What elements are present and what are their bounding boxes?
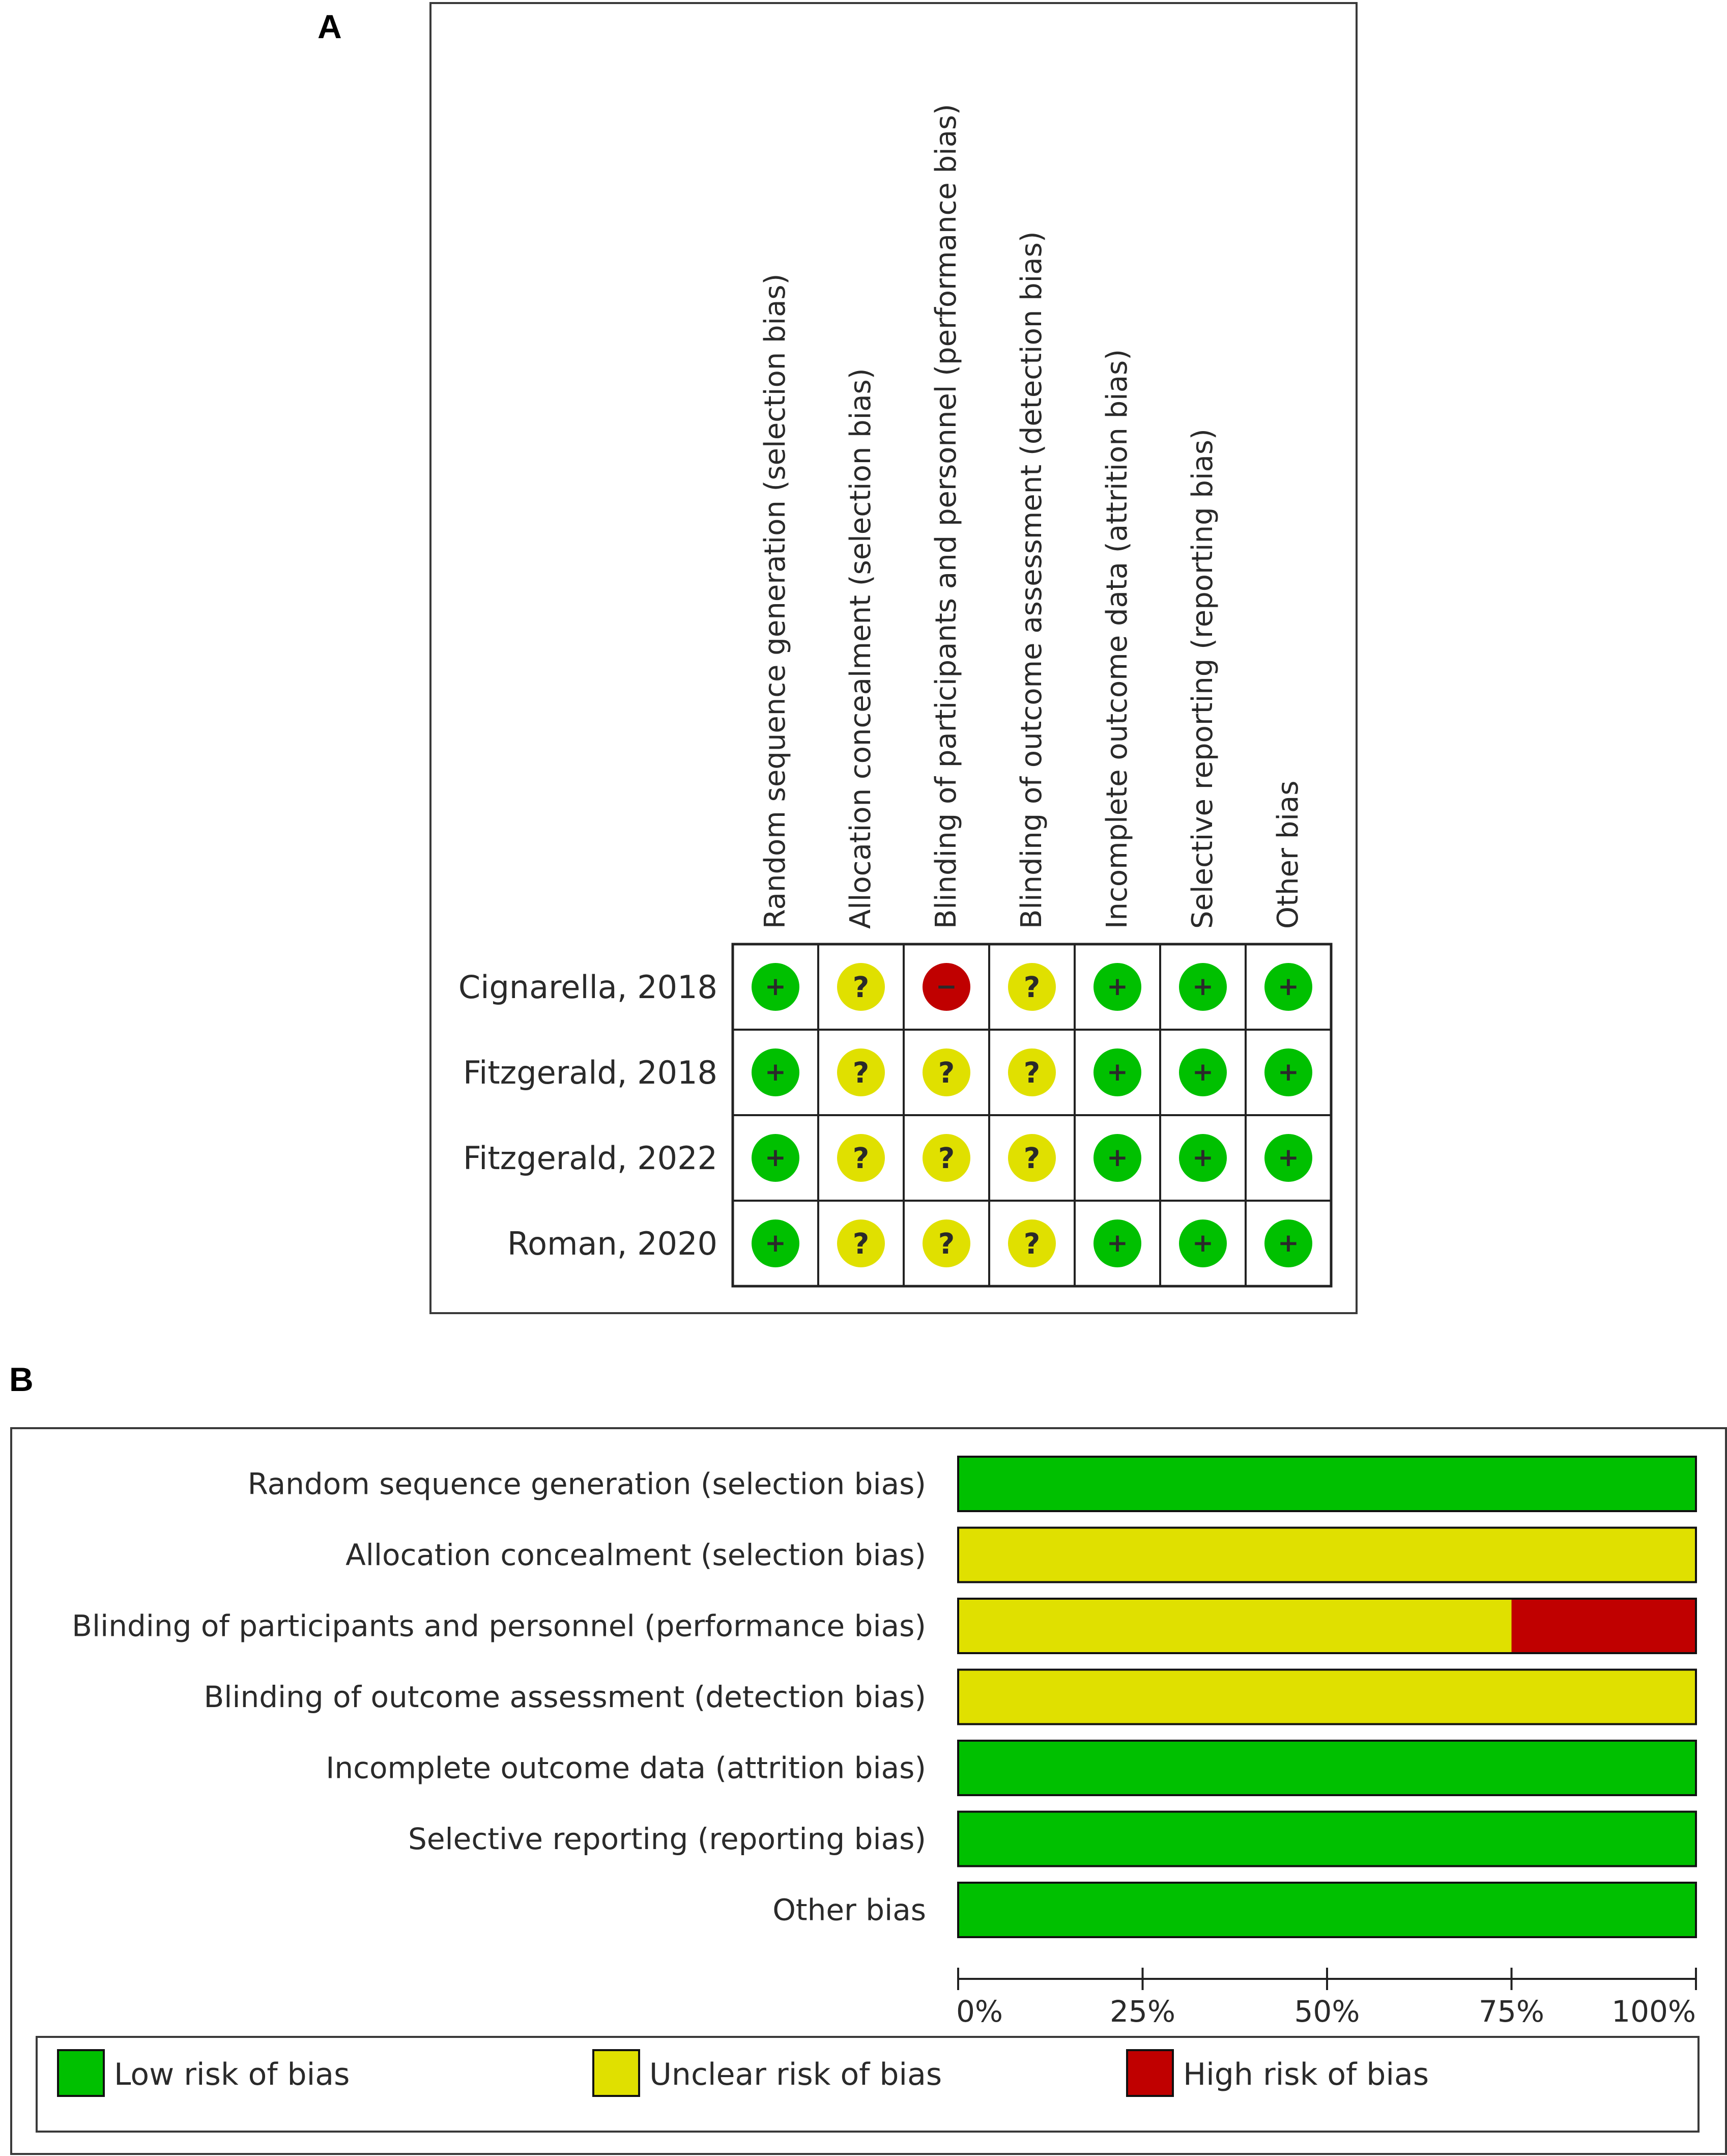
judgement-low <box>1179 1219 1227 1267</box>
legend-label: Low risk of bias <box>114 2057 350 2092</box>
judgement-symbol: + <box>765 1228 786 1258</box>
judgement-unclear <box>1008 1219 1056 1267</box>
judgement-symbol: + <box>1192 1228 1214 1258</box>
study-label: Roman, 2020 <box>507 1225 717 1262</box>
study-label: Fitzgerald, 2018 <box>463 1054 717 1091</box>
judgement-low <box>1179 1048 1227 1096</box>
judgement-symbol: + <box>1192 1143 1214 1172</box>
x-tick-label: 100% <box>1611 1994 1696 2029</box>
judgement-symbol: + <box>1278 972 1299 1001</box>
domain-header-3: Blinding of participants and personnel (performance bias) <box>930 104 963 929</box>
bar-segment-low-risk-of-bias <box>958 1741 1696 1795</box>
judgement-unclear <box>923 1134 970 1182</box>
judgement-symbol: + <box>1278 1228 1299 1258</box>
judgement-low <box>1179 1134 1227 1182</box>
judgement-low <box>1264 1134 1312 1182</box>
legend-swatch <box>1127 2050 1173 2096</box>
judgement-symbol: + <box>765 972 786 1001</box>
bar-segment-low-risk-of-bias <box>958 1883 1696 1937</box>
domain-header-2: Allocation concealment (selection bias) <box>844 368 877 929</box>
study-label: Fitzgerald, 2022 <box>463 1140 717 1177</box>
judgement-unclear <box>1008 963 1056 1011</box>
x-tick-label: 25% <box>1110 1994 1175 2029</box>
judgement-symbol: ? <box>1023 1057 1041 1090</box>
judgement-symbol: + <box>1107 1228 1128 1258</box>
bar-segment-unclear-risk-of-bias <box>958 1670 1696 1724</box>
bar-segment-unclear-risk-of-bias <box>958 1528 1696 1582</box>
judgement-unclear <box>923 1219 970 1267</box>
judgement-unclear <box>837 1219 885 1267</box>
domain-header-1: Random sequence generation (selection bias) <box>759 273 792 929</box>
judgement-symbol: ? <box>938 1228 955 1261</box>
judgement-symbol: + <box>1107 1057 1128 1087</box>
judgement-low <box>752 963 799 1011</box>
judgement-symbol: + <box>765 1143 786 1172</box>
x-tick-label: 50% <box>1294 1994 1360 2029</box>
legend-swatch <box>58 2050 104 2096</box>
bar-segment-high-risk-of-bias <box>1512 1599 1696 1653</box>
judgement-unclear <box>1008 1048 1056 1096</box>
domain-header-4: Blinding of outcome assessment (detection bias) <box>1015 231 1048 929</box>
judgement-low <box>1093 1134 1141 1182</box>
panel-a-label: A <box>318 8 342 45</box>
judgement-high <box>923 963 970 1011</box>
judgement-symbol: ? <box>938 1057 955 1090</box>
judgement-symbol: ? <box>938 1142 955 1175</box>
judgement-unclear <box>837 1048 885 1096</box>
judgement-low <box>1264 1048 1312 1096</box>
judgement-symbol: ? <box>1023 1228 1041 1261</box>
judgement-symbol: − <box>936 972 957 1001</box>
domain-header-7: Other bias <box>1272 780 1305 929</box>
judgement-low <box>1264 1219 1312 1267</box>
category-label: Selective reporting (reporting bias) <box>408 1822 926 1856</box>
judgement-low <box>1264 963 1312 1011</box>
judgement-symbol: ? <box>852 1057 870 1090</box>
judgement-symbol: + <box>1192 1057 1214 1087</box>
category-label: Other bias <box>772 1892 926 1927</box>
judgement-symbol: ? <box>852 971 870 1004</box>
legend-label: Unclear risk of bias <box>649 2057 942 2092</box>
judgement-symbol: + <box>1107 972 1128 1001</box>
judgement-symbol: + <box>1192 972 1214 1001</box>
judgement-unclear <box>923 1048 970 1096</box>
judgement-symbol: + <box>765 1057 786 1087</box>
judgement-unclear <box>837 963 885 1011</box>
category-label: Allocation concealment (selection bias) <box>346 1538 926 1572</box>
judgement-symbol: + <box>1278 1057 1299 1087</box>
judgement-symbol: + <box>1107 1143 1128 1172</box>
judgement-low <box>1093 963 1141 1011</box>
judgement-low <box>752 1134 799 1182</box>
x-tick-label: 0% <box>956 1994 1003 2029</box>
judgement-low <box>752 1048 799 1096</box>
x-tick-label: 75% <box>1479 1994 1544 2029</box>
legend-label: High risk of bias <box>1183 2057 1429 2092</box>
bar-segment-low-risk-of-bias <box>958 1457 1696 1511</box>
judgement-symbol: ? <box>852 1142 870 1175</box>
bar-segment-unclear-risk-of-bias <box>958 1599 1512 1653</box>
legend-swatch <box>593 2050 639 2096</box>
category-label: Incomplete outcome data (attrition bias) <box>326 1750 926 1785</box>
judgement-low <box>1179 963 1227 1011</box>
judgement-symbol: ? <box>1023 1142 1041 1175</box>
category-label: Blinding of participants and personnel (performance bias) <box>72 1608 926 1643</box>
category-label: Blinding of outcome assessment (detection bias) <box>204 1680 926 1714</box>
summary-grid <box>733 944 1331 1286</box>
category-label: Random sequence generation (selection bias) <box>247 1466 926 1501</box>
judgement-symbol: ? <box>852 1228 870 1261</box>
judgement-low <box>1093 1048 1141 1096</box>
judgement-low <box>1093 1219 1141 1267</box>
judgement-low <box>752 1219 799 1267</box>
judgement-unclear <box>1008 1134 1056 1182</box>
study-label: Cignarella, 2018 <box>458 969 717 1006</box>
domain-header-5: Incomplete outcome data (attrition bias) <box>1101 349 1134 929</box>
bar-segment-low-risk-of-bias <box>958 1812 1696 1866</box>
judgement-symbol: ? <box>1023 971 1041 1004</box>
domain-header-6: Selective reporting (reporting bias) <box>1186 429 1219 929</box>
judgement-symbol: + <box>1278 1143 1299 1172</box>
panel-b-label: B <box>9 1360 34 1398</box>
judgement-unclear <box>837 1134 885 1182</box>
